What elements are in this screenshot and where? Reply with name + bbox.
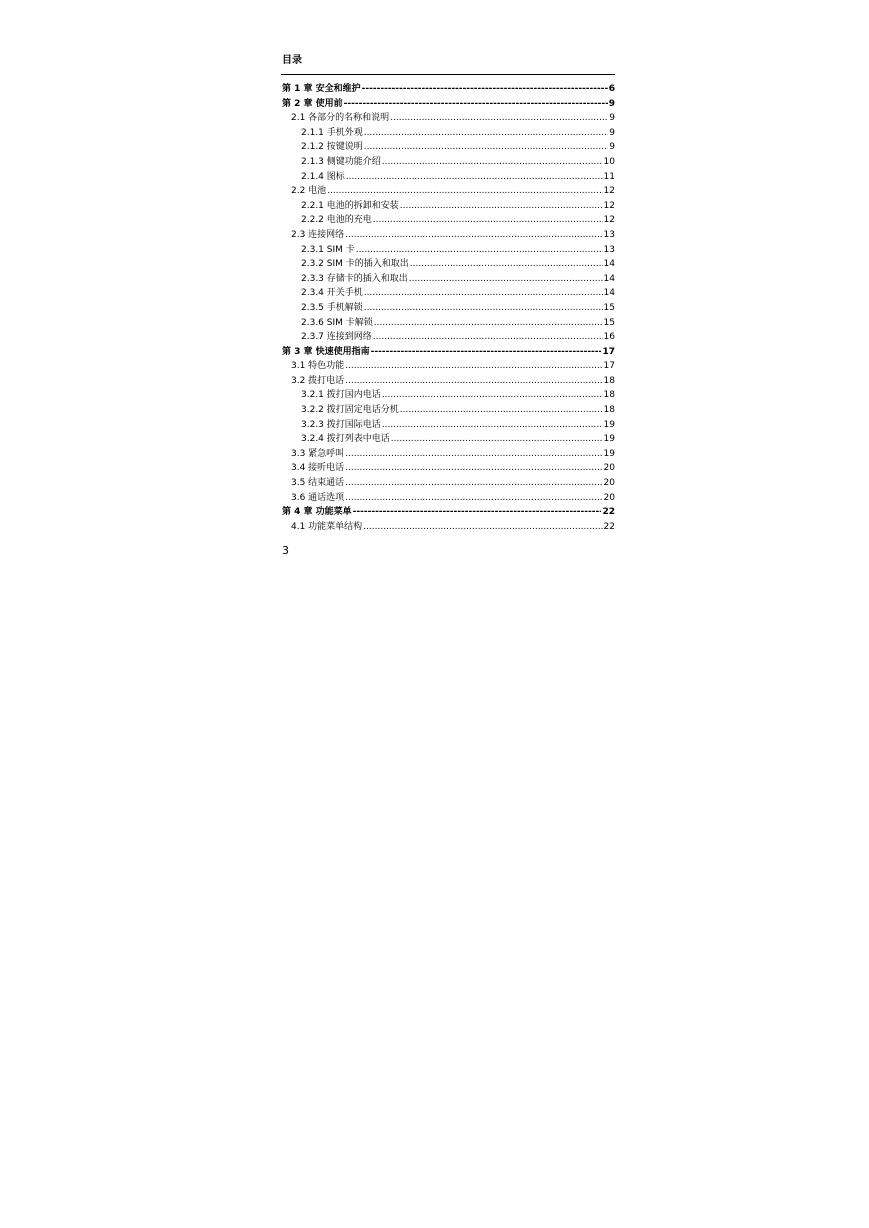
toc-entry-label: 第 4 章 功能菜单 (282, 507, 352, 518)
toc-entry-page: 20 (603, 478, 615, 489)
toc-leader (327, 184, 602, 199)
toc-entry-label: 3.1 特色功能 (291, 361, 345, 372)
toc-entry-label: 2.1.1 手机外观 (301, 127, 363, 138)
toc-leader (410, 257, 603, 272)
toc-entry-page: 11 (603, 171, 615, 182)
toc-leader (346, 170, 603, 185)
toc-entry[interactable] (282, 520, 615, 535)
toc-entry[interactable] (282, 184, 615, 199)
toc-entry[interactable] (282, 140, 615, 155)
toc-entry[interactable] (282, 418, 615, 433)
toc-entry-label: 2.3.5 手机解锁 (301, 302, 363, 313)
toc-entry-page: 13 (603, 229, 615, 240)
toc-entry[interactable] (282, 432, 615, 447)
toc-leader (344, 97, 608, 112)
toc-entry[interactable] (282, 170, 615, 185)
toc-leader (345, 374, 602, 389)
toc-entry-label: 2.1 各部分的名称和说明 (291, 113, 390, 124)
toc-leader (345, 447, 602, 462)
toc-entry-label: 2.1.3 侧键功能介绍 (301, 156, 381, 167)
toc-entry-page: 22 (602, 507, 615, 518)
toc-entry[interactable] (282, 257, 615, 272)
toc-entry[interactable] (282, 345, 615, 360)
page-title: 目录 (282, 55, 302, 66)
toc-entry-page: 12 (603, 200, 615, 211)
toc-entry-page: 15 (603, 317, 615, 328)
toc-leader (364, 286, 603, 301)
toc-entry[interactable] (282, 491, 615, 506)
toc-entry-label: 3.5 结束通话 (291, 478, 345, 489)
toc-entry-label: 3.2.3 拨打国际电话 (301, 419, 381, 430)
toc-leader (345, 461, 602, 476)
toc-leader (345, 359, 602, 374)
toc-entry-label: 2.1.4 图标 (301, 171, 345, 182)
toc-entry-label: 3.2.2 拨打固定电话分机 (301, 405, 399, 416)
toc-entry-page: 6 (608, 84, 615, 94)
toc-entry[interactable] (282, 97, 615, 112)
toc-leader (345, 491, 602, 506)
toc-entry-page: 9 (608, 98, 615, 109)
toc-entry-label: 2.3.7 连接到网络 (301, 332, 372, 343)
toc-entry[interactable] (282, 213, 615, 228)
toc-entry-page: 19 (603, 448, 615, 459)
toc-entry-label: 3.6 通话选项 (291, 492, 345, 503)
toc-leader (391, 432, 603, 447)
toc-entry-label: 3.2.1 拨打国内电话 (301, 390, 381, 401)
toc-leader (374, 316, 603, 331)
toc-entry-label: 2.3.1 SIM 卡 (301, 244, 355, 255)
toc-entry[interactable] (282, 272, 615, 287)
toc-entry-page: 20 (603, 463, 615, 474)
toc-leader (373, 213, 603, 228)
toc-entry[interactable] (282, 403, 615, 418)
toc-entry-page: 12 (603, 215, 615, 226)
toc-entry-label: 2.3.4 开关手机 (301, 288, 363, 299)
toc-leader (382, 155, 603, 170)
toc-entry-label: 第 3 章 快速使用指南 (282, 346, 370, 357)
toc-leader (382, 418, 603, 433)
toc-leader (364, 301, 603, 316)
toc-leader (356, 243, 603, 258)
toc-entry[interactable] (282, 461, 615, 476)
toc-leader (345, 228, 602, 243)
toc-entry-label: 2.2 电池 (291, 186, 327, 197)
toc-entry-label: 2.3.3 存储卡的插入和取出 (301, 273, 408, 284)
toc-entry-label: 2.3.6 SIM 卡解锁 (301, 317, 373, 328)
toc-entry[interactable] (282, 316, 615, 331)
toc-entry[interactable] (282, 476, 615, 491)
toc-entry-label: 2.3.2 SIM 卡的插入和取出 (301, 259, 409, 270)
toc-entry-label: 2.2.2 电池的充电 (301, 215, 372, 226)
toc-entry[interactable] (282, 199, 615, 214)
toc-entry-page: 10 (603, 156, 615, 167)
toc-entry[interactable] (282, 301, 615, 316)
toc-entry-page: 18 (603, 390, 615, 401)
toc-leader (400, 199, 603, 214)
toc-entry[interactable] (282, 82, 615, 97)
toc-entry-label: 4.1 功能菜单结构 (291, 521, 363, 532)
toc-entry[interactable] (282, 359, 615, 374)
toc-entry[interactable] (282, 126, 615, 141)
toc-entry[interactable] (282, 505, 615, 520)
toc-entry-page: 9 (609, 142, 615, 153)
toc-entry-page: 17 (603, 361, 615, 372)
toc-leader (390, 111, 608, 126)
toc-entry[interactable] (282, 111, 615, 126)
toc-entry-label: 第 2 章 使用前 (282, 98, 343, 109)
title-divider (281, 74, 615, 75)
toc-entry-page: 15 (603, 302, 615, 313)
toc-leader (371, 345, 602, 360)
toc-entry-page: 9 (609, 127, 615, 138)
toc-entry-label: 3.3 紧急呼叫 (291, 448, 345, 459)
toc-leader (364, 140, 609, 155)
toc-entry-page: 18 (603, 405, 615, 416)
toc-entry[interactable] (282, 374, 615, 389)
toc-leader (373, 330, 603, 345)
toc-entry[interactable] (282, 243, 615, 258)
toc-entry-page: 16 (603, 332, 615, 343)
toc-entry-label: 3.2.4 拨打列表中电话 (301, 434, 390, 445)
toc-entry-page: 17 (602, 346, 615, 357)
toc-entry-page: 14 (603, 259, 615, 270)
toc-leader (363, 520, 602, 535)
toc-entry-page: 18 (603, 375, 615, 386)
toc-entry[interactable] (282, 447, 615, 462)
toc-leader (345, 476, 602, 491)
toc-entry-page: 14 (603, 273, 615, 284)
toc-entry-label: 2.3 连接网络 (291, 229, 345, 240)
toc-entry-label: 2.1.2 按键说明 (301, 142, 363, 153)
toc-entry-label: 2.2.1 电池的拆卸和安装 (301, 200, 399, 211)
toc-entry[interactable] (282, 330, 615, 345)
toc-leader (364, 126, 609, 141)
toc-entry[interactable] (282, 388, 615, 403)
toc-entry-page: 13 (603, 244, 615, 255)
toc-leader (400, 403, 603, 418)
toc-entry[interactable] (282, 155, 615, 170)
toc-entry-label: 第 1 章 安全和维护 (282, 84, 361, 94)
toc-entry-page: 14 (603, 288, 615, 299)
toc-entry-page: 20 (603, 492, 615, 503)
toc-leader (353, 505, 602, 520)
toc-entry-label: 3.2 拨打电话 (291, 375, 345, 386)
toc-entry[interactable] (282, 228, 615, 243)
toc-entry[interactable] (282, 286, 615, 301)
toc-entry-label: 3.4 接听电话 (291, 463, 345, 474)
toc-entry-page: 19 (603, 434, 615, 445)
toc-leader (409, 272, 603, 287)
toc-leader (382, 388, 603, 403)
toc-entry-page: 22 (603, 521, 615, 532)
page-number: 3 (282, 544, 289, 557)
toc-entry-page: 19 (603, 419, 615, 430)
toc-entry-page: 12 (603, 186, 615, 197)
toc-entry-page: 9 (609, 113, 615, 124)
toc-leader (362, 82, 608, 97)
table-of-contents (282, 82, 615, 534)
